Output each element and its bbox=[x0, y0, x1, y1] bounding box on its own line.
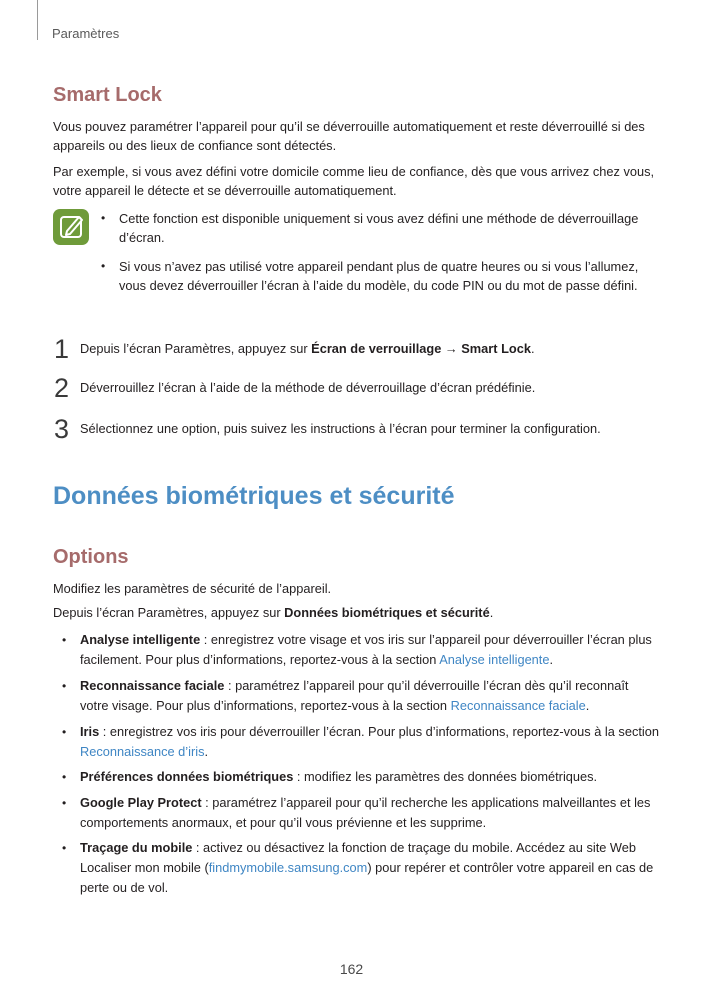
step-1 bbox=[80, 339, 670, 358]
smart-lock-title: Smart Lock bbox=[53, 84, 162, 106]
option-text-1: : enregistrez votre visage et vos iris sur l’appareil pour déverrouiller l’écran plus facilement. Pour plus d’informations, reportez-vous à la section bbox=[80, 632, 652, 667]
option-post-1: . bbox=[549, 652, 554, 667]
option-item-2 bbox=[80, 676, 660, 716]
option-post-6: ) pour repérer et contrôler votre appareil en cas de perte ou de vol. bbox=[80, 860, 654, 895]
option-term-4: Préférences données biométriques bbox=[80, 769, 294, 784]
options-title: Options bbox=[53, 546, 129, 568]
option-link-3[interactable]: Reconnaissance d’iris bbox=[80, 744, 205, 759]
step-1-post: . bbox=[530, 341, 535, 356]
option-term-6: Traçage du mobile bbox=[80, 840, 193, 855]
step-1-lock-screen: Écran de verrouillage bbox=[311, 341, 442, 356]
option-post-2: . bbox=[585, 698, 590, 713]
option-item-5 bbox=[80, 793, 660, 833]
option-text-5: : paramétrez l’appareil pour qu’il recherche les applications malveillantes et les comportements anormaux, et pour qu’il vous prévienne et les supprime. bbox=[80, 795, 651, 830]
bullet: • bbox=[62, 770, 67, 784]
option-link-1[interactable]: Analyse intelligente bbox=[439, 652, 550, 667]
option-term-3: Iris bbox=[80, 724, 100, 739]
step-3: Sélectionnez une option, puis suivez les instructions à l’écran pour terminer la configuration. bbox=[80, 421, 601, 436]
smart-lock-paragraph-1: Vous pouvez paramétrer l’appareil pour qu’il se déverrouille automatiquement et reste déverrouillé si des appareils ou des lieux de confiance sont détectés. bbox=[53, 119, 645, 153]
options-intro-2-post: . bbox=[489, 605, 494, 620]
note-pencil-icon bbox=[53, 209, 89, 245]
options-intro-2 bbox=[53, 603, 658, 622]
option-term-2: Reconnaissance faciale bbox=[80, 678, 225, 693]
option-term-5: Google Play Protect bbox=[80, 795, 202, 810]
option-text-4: : modifiez les paramètres des données biométriques. bbox=[293, 769, 598, 784]
biometrics-title: Données biométriques et sécurité bbox=[53, 482, 455, 510]
option-text-2: : paramétrez l’appareil pour qu’il déverrouille l’écran dès qu’il reconnaît votre visage. Pour plus d’informations, reportez-vous à la section bbox=[80, 678, 629, 713]
option-item-4 bbox=[80, 767, 660, 787]
bullet: • bbox=[62, 679, 67, 693]
bullet: • bbox=[62, 796, 67, 810]
bullet: • bbox=[101, 211, 106, 225]
bullet: • bbox=[101, 259, 106, 273]
options-intro-2-bold: Données biométriques et sécurité bbox=[284, 605, 490, 620]
option-text-6: : activez ou désactivez la fonction de traçage du mobile. Accédez au site Web Localiser mon mobile ( bbox=[80, 840, 637, 875]
option-link-2[interactable]: Reconnaissance faciale bbox=[450, 698, 586, 713]
note-item-1: Cette fonction est disponible uniquement si vous avez défini une méthode de déverrouillage d’écran. bbox=[119, 211, 639, 245]
step-1-smart-lock: Smart Lock bbox=[461, 341, 531, 356]
page-number: 162 bbox=[339, 961, 364, 977]
option-item-6 bbox=[80, 838, 660, 898]
step-number-3: 3 bbox=[54, 414, 70, 444]
note-item-2: Si vous n’avez pas utilisé votre appareil pendant plus de quatre heures ou si vous l’allumez, vous devez déverrouiller l’écran à l’aide du modèle, du code PIN ou du mot de passe défini. bbox=[119, 259, 639, 293]
options-intro-1: Modifiez les paramètres de sécurité de l’appareil. bbox=[53, 581, 332, 596]
bullet: • bbox=[62, 841, 67, 855]
step-number-2: 2 bbox=[54, 373, 70, 403]
option-link-6[interactable]: findmymobile.samsung.com bbox=[208, 860, 368, 875]
header-divider bbox=[37, 0, 38, 40]
step-1-pre: Depuis l’écran Paramètres, appuyez sur bbox=[80, 341, 312, 356]
smart-lock-paragraph-2: Par exemple, si vous avez défini votre domicile comme lieu de confiance, dès que vous arrivez chez vous, votre appareil le détecte et se déverrouille automatiquement. bbox=[53, 164, 655, 198]
step-1-arrow: → bbox=[441, 341, 462, 356]
step-number-1: 1 bbox=[54, 334, 70, 364]
option-text-3: : enregistrez vos iris pour déverrouiller l’écran. Pour plus d’informations, reportez-vous à la section bbox=[99, 724, 659, 739]
options-intro-2-pre: Depuis l’écran Paramètres, appuyez sur bbox=[53, 605, 285, 620]
option-term-1: Analyse intelligente bbox=[80, 632, 201, 647]
bullet: • bbox=[62, 633, 67, 647]
option-post-3: . bbox=[204, 744, 209, 759]
bullet: • bbox=[62, 725, 67, 739]
option-item-3 bbox=[80, 722, 660, 762]
section-header: Paramètres bbox=[52, 26, 120, 41]
step-2: Déverrouillez l’écran à l’aide de la méthode de déverrouillage d’écran prédéfinie. bbox=[80, 380, 536, 395]
option-item-1 bbox=[80, 630, 660, 670]
